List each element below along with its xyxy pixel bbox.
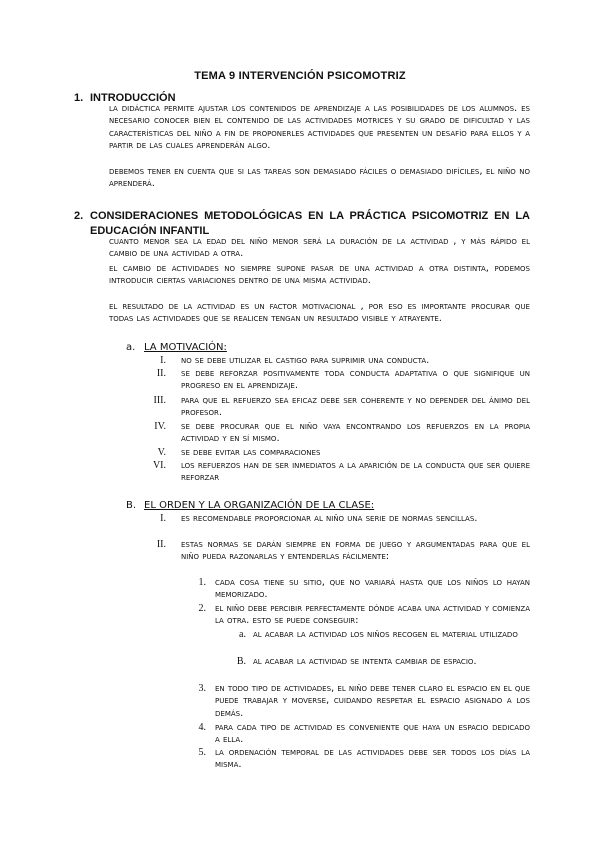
list-marker: 1.: [198, 577, 206, 588]
list-marker: I.: [160, 355, 166, 366]
paragraph: debemos tener en cuenta que si las tareas son demasiado fáciles o demasiado difíciles, el niño no aprenderá.: [109, 166, 530, 190]
subsection-marker: a.: [126, 342, 136, 353]
list-item: para cada tipo de actividad es conveniente que haya un espacio dedicado a ella.: [215, 722, 530, 746]
list-item: la ordenación temporal de las actividades debe ser todos los días la misma.: [215, 747, 530, 771]
list-marker: B.: [236, 656, 246, 667]
list-item: el niño debe percibir perfectamente dónde acaba una actividad y comienza la otra. esto se puede conseguir:: [215, 603, 530, 627]
list-item: es recomendable proporcionar al niño una serie de normas sencillas.: [181, 513, 478, 524]
section-heading-text: CONSIDERACIONES METODOLÓGICAS EN LA PRÁCTICA PSICOMOTRIZ EN LA EDUCACIÓN INFANTIL: [90, 210, 530, 237]
list-marker: 5.: [198, 747, 206, 758]
list-item: en todo tipo de actividades, el niño debe tener claro el espacio en el que puede trabajar y moverse, cuidando respetar el espacio asignado a los demás.: [215, 683, 530, 719]
list-marker: V.: [157, 447, 166, 458]
paragraph: la didáctica permite ajustar los contenidos de aprendizaje a las posibilidades de los alumnos. es necesario conocer bien el contenido de las actividades motrices y su grado de dificultad y las características del niño a fin de proponerles actividades que presenten un desafío para ellos y a partir de las cuales aprenderán algo.: [109, 103, 530, 152]
list-item: para que el refuerzo sea eficaz debe ser coherente y no depender del ánimo del profesor.: [181, 395, 530, 419]
list-item: al acabar la actividad los niños recogen el material utilizado: [253, 629, 518, 640]
list-marker: a.: [239, 629, 246, 640]
list-marker: III.: [153, 395, 166, 406]
list-marker: VI.: [152, 460, 166, 471]
list-item: cada cosa tiene su sitio, que no variará hasta que los niños lo hayan memorizado.: [215, 577, 530, 601]
list-marker: I.: [160, 513, 166, 524]
section-heading-text: INTRODUCCIÓN: [90, 92, 176, 104]
paragraph: cuanto menor sea la edad del niño menor será la duración de la actividad , y más rápido el cambio de una actividad a otra.: [109, 236, 530, 260]
page-title: TEMA 9 INTERVENCIÓN PSICOMOTRIZ: [194, 70, 406, 82]
subsection-heading-orden: [126, 500, 374, 512]
section-number: 1.: [74, 92, 84, 104]
subsection-marker: B.: [126, 500, 137, 511]
list-item: al acabar la actividad se intenta cambiar de espacio.: [253, 656, 477, 667]
subsection-heading-motivacion: [126, 342, 227, 354]
list-item: se debe reforzar positivamente toda conducta adaptativa o que signifique un progreso en el aprendizaje.: [181, 368, 530, 392]
list-marker: 2.: [198, 603, 206, 614]
section-number: 2.: [74, 210, 84, 222]
list-item: se debe evitar las comparaciones: [181, 447, 321, 458]
list-marker: 3.: [198, 683, 206, 694]
list-item: los refuerzos han de ser inmediatos a la aparición de la conducta que ser quiere reforzar: [181, 460, 530, 484]
subsection-heading-text: LA MOTIVACIÓN:: [144, 342, 227, 353]
paragraph: el resultado de la actividad es un factor motivacional , por eso es importante procurar que todas las actividades que se realicen tengan un resultado visible y atrayente.: [109, 301, 530, 325]
list-marker: II.: [156, 368, 166, 379]
subsection-heading-text: EL ORDEN Y LA ORGANIZACIÓN DE LA CLASE:: [144, 500, 375, 511]
list-item: estas normas se darán siempre en forma de juego y argumentadas para que el niño pueda razonarlas y entenderlas fácilmente:: [181, 539, 530, 563]
list-marker: 4.: [198, 722, 206, 733]
list-item: no se debe utilizar el castigo para suprimir una conducta.: [181, 355, 430, 366]
list-marker: II.: [156, 539, 166, 550]
list-marker: IV.: [154, 421, 166, 432]
paragraph: el cambio de actividades no siempre supone pasar de una actividad a otra distinta, podemos introducir ciertas variaciones dentro de una misma actividad.: [109, 263, 530, 287]
section-heading-consideraciones: [74, 209, 530, 239]
list-item: se debe procurar que el niño vaya encontrando los refuerzos en la propia actividad y en sí mismo.: [181, 421, 530, 445]
